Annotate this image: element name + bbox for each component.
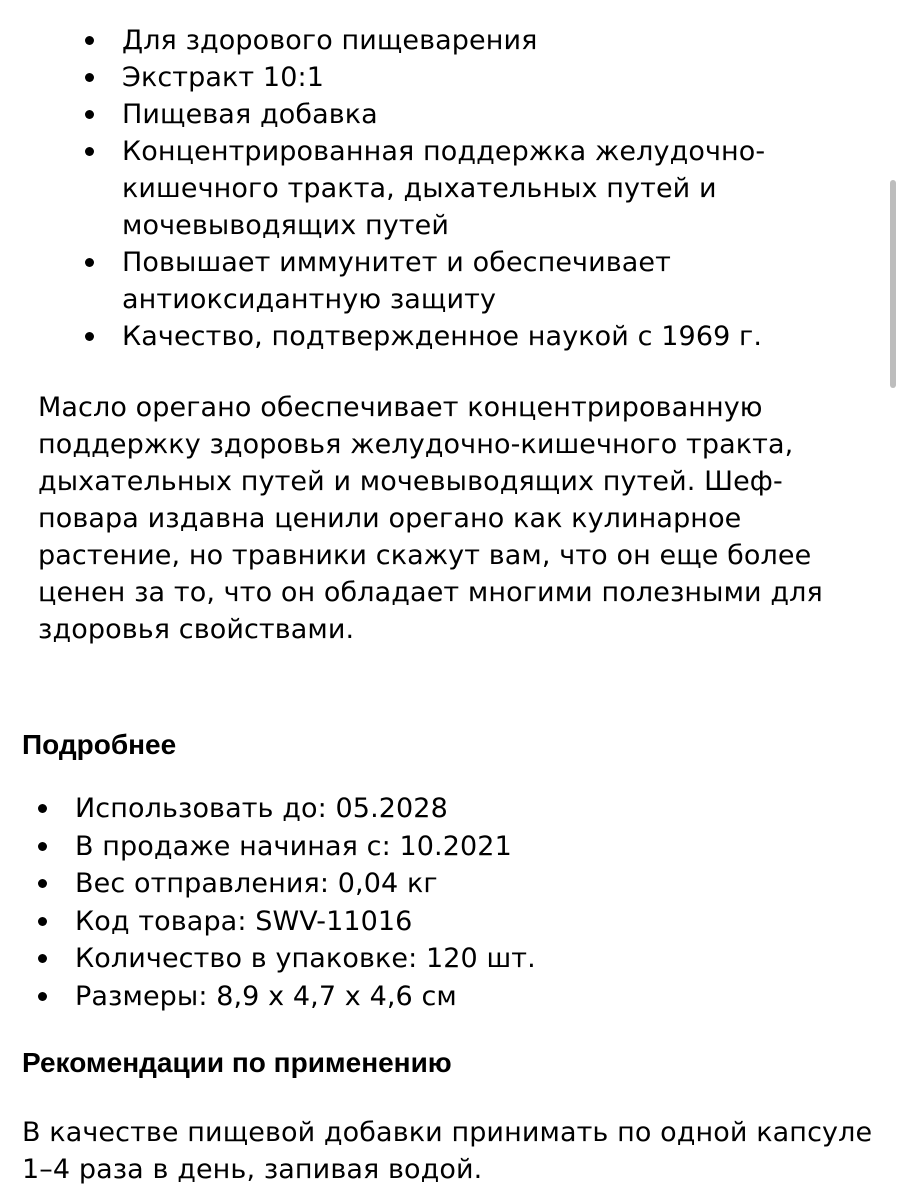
bullet-icon bbox=[38, 992, 47, 1001]
bullet-icon bbox=[85, 147, 94, 156]
bullet-icon bbox=[38, 804, 47, 813]
bullet-icon bbox=[38, 917, 47, 926]
detail-item bbox=[38, 865, 858, 903]
detail-text: Размеры: 8,9 x 4,7 x 4,6 см bbox=[75, 980, 457, 1012]
bullet-icon bbox=[38, 954, 47, 963]
feature-item bbox=[85, 133, 805, 244]
details-list bbox=[38, 790, 858, 1015]
bullet-icon bbox=[85, 258, 94, 267]
feature-text: Концентрированная поддержка желудочно-кишечного тракта, дыхательных путей и мочевыводящих путей bbox=[122, 136, 766, 241]
detail-item bbox=[38, 978, 858, 1016]
product-description: Масло орегано обеспечивает концентрированную поддержку здоровья желудочно-кишечного тракта, дыхательных путей и мочевыводящих путей. Шеф-повара издавна ценили орегано как кулинарное растение, но травники скажут вам, что он еще более ценен за то, что он обладает многими полезными для здоровья свойствами. bbox=[38, 392, 823, 645]
usage-heading: Рекомендации по применению bbox=[22, 1047, 452, 1078]
feature-item bbox=[85, 96, 805, 133]
bullet-icon bbox=[85, 110, 94, 119]
detail-text: Использовать до: 05.2028 bbox=[75, 793, 448, 824]
feature-text: Повышает иммунитет и обеспечивает антиоксидантную защиту bbox=[122, 247, 671, 315]
bullet-icon bbox=[85, 73, 94, 82]
detail-text: В продаже начиная с: 10.2021 bbox=[75, 830, 512, 862]
detail-text: Вес отправления: 0,04 кг bbox=[75, 868, 438, 899]
feature-item bbox=[85, 59, 805, 96]
feature-item bbox=[85, 318, 805, 355]
scrollbar-thumb[interactable] bbox=[890, 180, 896, 388]
detail-item bbox=[38, 790, 858, 828]
feature-text: Качество, подтвержденное наукой с 1969 г. bbox=[122, 321, 763, 352]
bullet-icon bbox=[38, 879, 47, 888]
detail-item bbox=[38, 903, 858, 941]
feature-list bbox=[85, 22, 805, 355]
feature-item bbox=[85, 244, 805, 318]
details-heading: Подробнее bbox=[22, 729, 177, 760]
detail-text: Количество в упаковке: 120 шт. bbox=[75, 943, 536, 974]
vertical-scrollbar[interactable] bbox=[884, 0, 900, 1200]
feature-text: Для здорового пищеварения bbox=[122, 25, 538, 56]
bullet-icon bbox=[85, 36, 94, 45]
bullet-icon bbox=[85, 332, 94, 341]
feature-item bbox=[85, 22, 805, 59]
bullet-icon bbox=[38, 842, 47, 851]
feature-text: Пищевая добавка bbox=[122, 99, 378, 130]
feature-text: Экстракт 10:1 bbox=[122, 62, 324, 93]
detail-item bbox=[38, 828, 858, 866]
detail-item bbox=[38, 940, 858, 978]
detail-text: Код товара: SWV-11016 bbox=[75, 905, 413, 937]
usage-instructions: В качестве пищевой добавки принимать по одной капсуле 1–4 раза в день, запивая водой. bbox=[22, 1117, 873, 1185]
